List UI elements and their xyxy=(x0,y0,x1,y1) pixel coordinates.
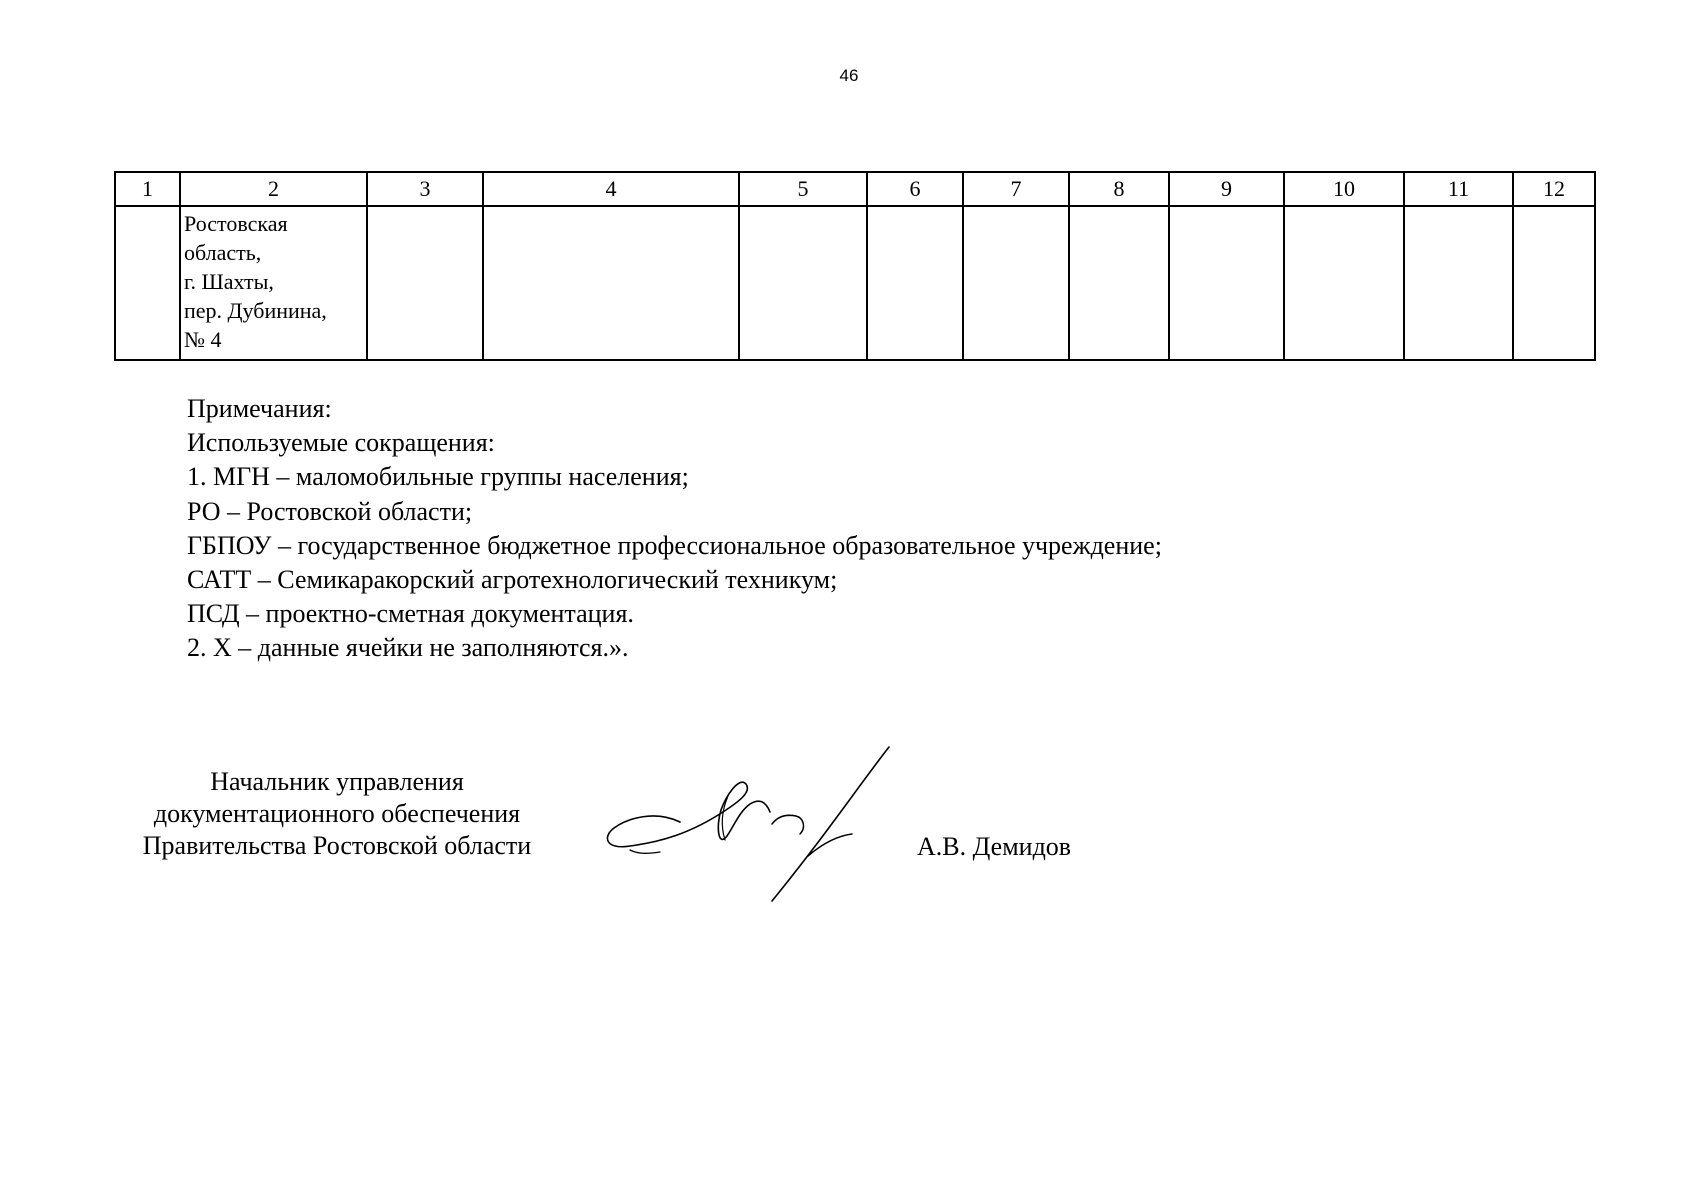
table-cell-3 xyxy=(367,206,483,360)
note-item: САТТ – Семикаракорский агротехнологический техникум; xyxy=(187,565,838,595)
note-item: ПСД – проектно-сметная документация. xyxy=(187,599,634,629)
note-item: 1. МГН – маломобильные группы населения; xyxy=(187,462,689,492)
address-line: г. Шахты, xyxy=(184,269,274,294)
note-item: РО – Ростовской области; xyxy=(187,496,473,526)
signer-name: А.В. Демидов xyxy=(917,832,1072,861)
signer-position-line: документационного обеспечения xyxy=(153,799,521,828)
note-item: ГБПОУ – государственное бюджетное профессиональное образовательное учреждение; xyxy=(187,530,1162,560)
column-header-3: 3 xyxy=(367,172,483,206)
handwritten-signature xyxy=(600,744,900,904)
column-header-12: 12 xyxy=(1513,172,1595,206)
address-line: пер. Дубинина, xyxy=(184,298,327,323)
address-line: Ростовская xyxy=(184,211,288,236)
table-header-row xyxy=(115,172,1595,206)
page-number: 46 xyxy=(839,66,859,85)
note-item: 2. Х – данные ячейки не заполняются.». xyxy=(187,633,629,663)
table-cell-9 xyxy=(1169,206,1284,360)
table-cell-4 xyxy=(483,206,739,360)
column-header-2: 2 xyxy=(180,172,367,206)
address-line: область, xyxy=(184,240,262,265)
table-cell-6 xyxy=(867,206,963,360)
column-header-7: 7 xyxy=(963,172,1069,206)
signer-position-line: Начальник управления xyxy=(210,767,464,796)
table-cell-10 xyxy=(1284,206,1404,360)
signer-position xyxy=(110,766,564,862)
signer-position-line: Правительства Ростовской области xyxy=(142,831,532,860)
table-cell-1 xyxy=(115,206,180,360)
column-header-8: 8 xyxy=(1069,172,1169,206)
table-cell-11 xyxy=(1404,206,1513,360)
address-line: № 4 xyxy=(184,327,222,352)
column-header-6: 6 xyxy=(867,172,963,206)
column-header-1: 1 xyxy=(115,172,180,206)
notes-section xyxy=(187,392,1162,666)
notes-heading: Примечания: xyxy=(187,394,332,423)
column-header-10: 10 xyxy=(1284,172,1404,206)
table-row xyxy=(115,206,1595,360)
column-header-4: 4 xyxy=(483,172,739,206)
table-cell-5 xyxy=(739,206,867,360)
column-header-5: 5 xyxy=(739,172,867,206)
column-header-9: 9 xyxy=(1169,172,1284,206)
column-header-11: 11 xyxy=(1404,172,1513,206)
table-cell-8 xyxy=(1069,206,1169,360)
table-cell-7 xyxy=(963,206,1069,360)
data-table xyxy=(114,171,1596,361)
abbreviations-heading: Используемые сокращения: xyxy=(187,428,495,458)
address-cell xyxy=(180,206,367,360)
table-cell-12 xyxy=(1513,206,1595,360)
